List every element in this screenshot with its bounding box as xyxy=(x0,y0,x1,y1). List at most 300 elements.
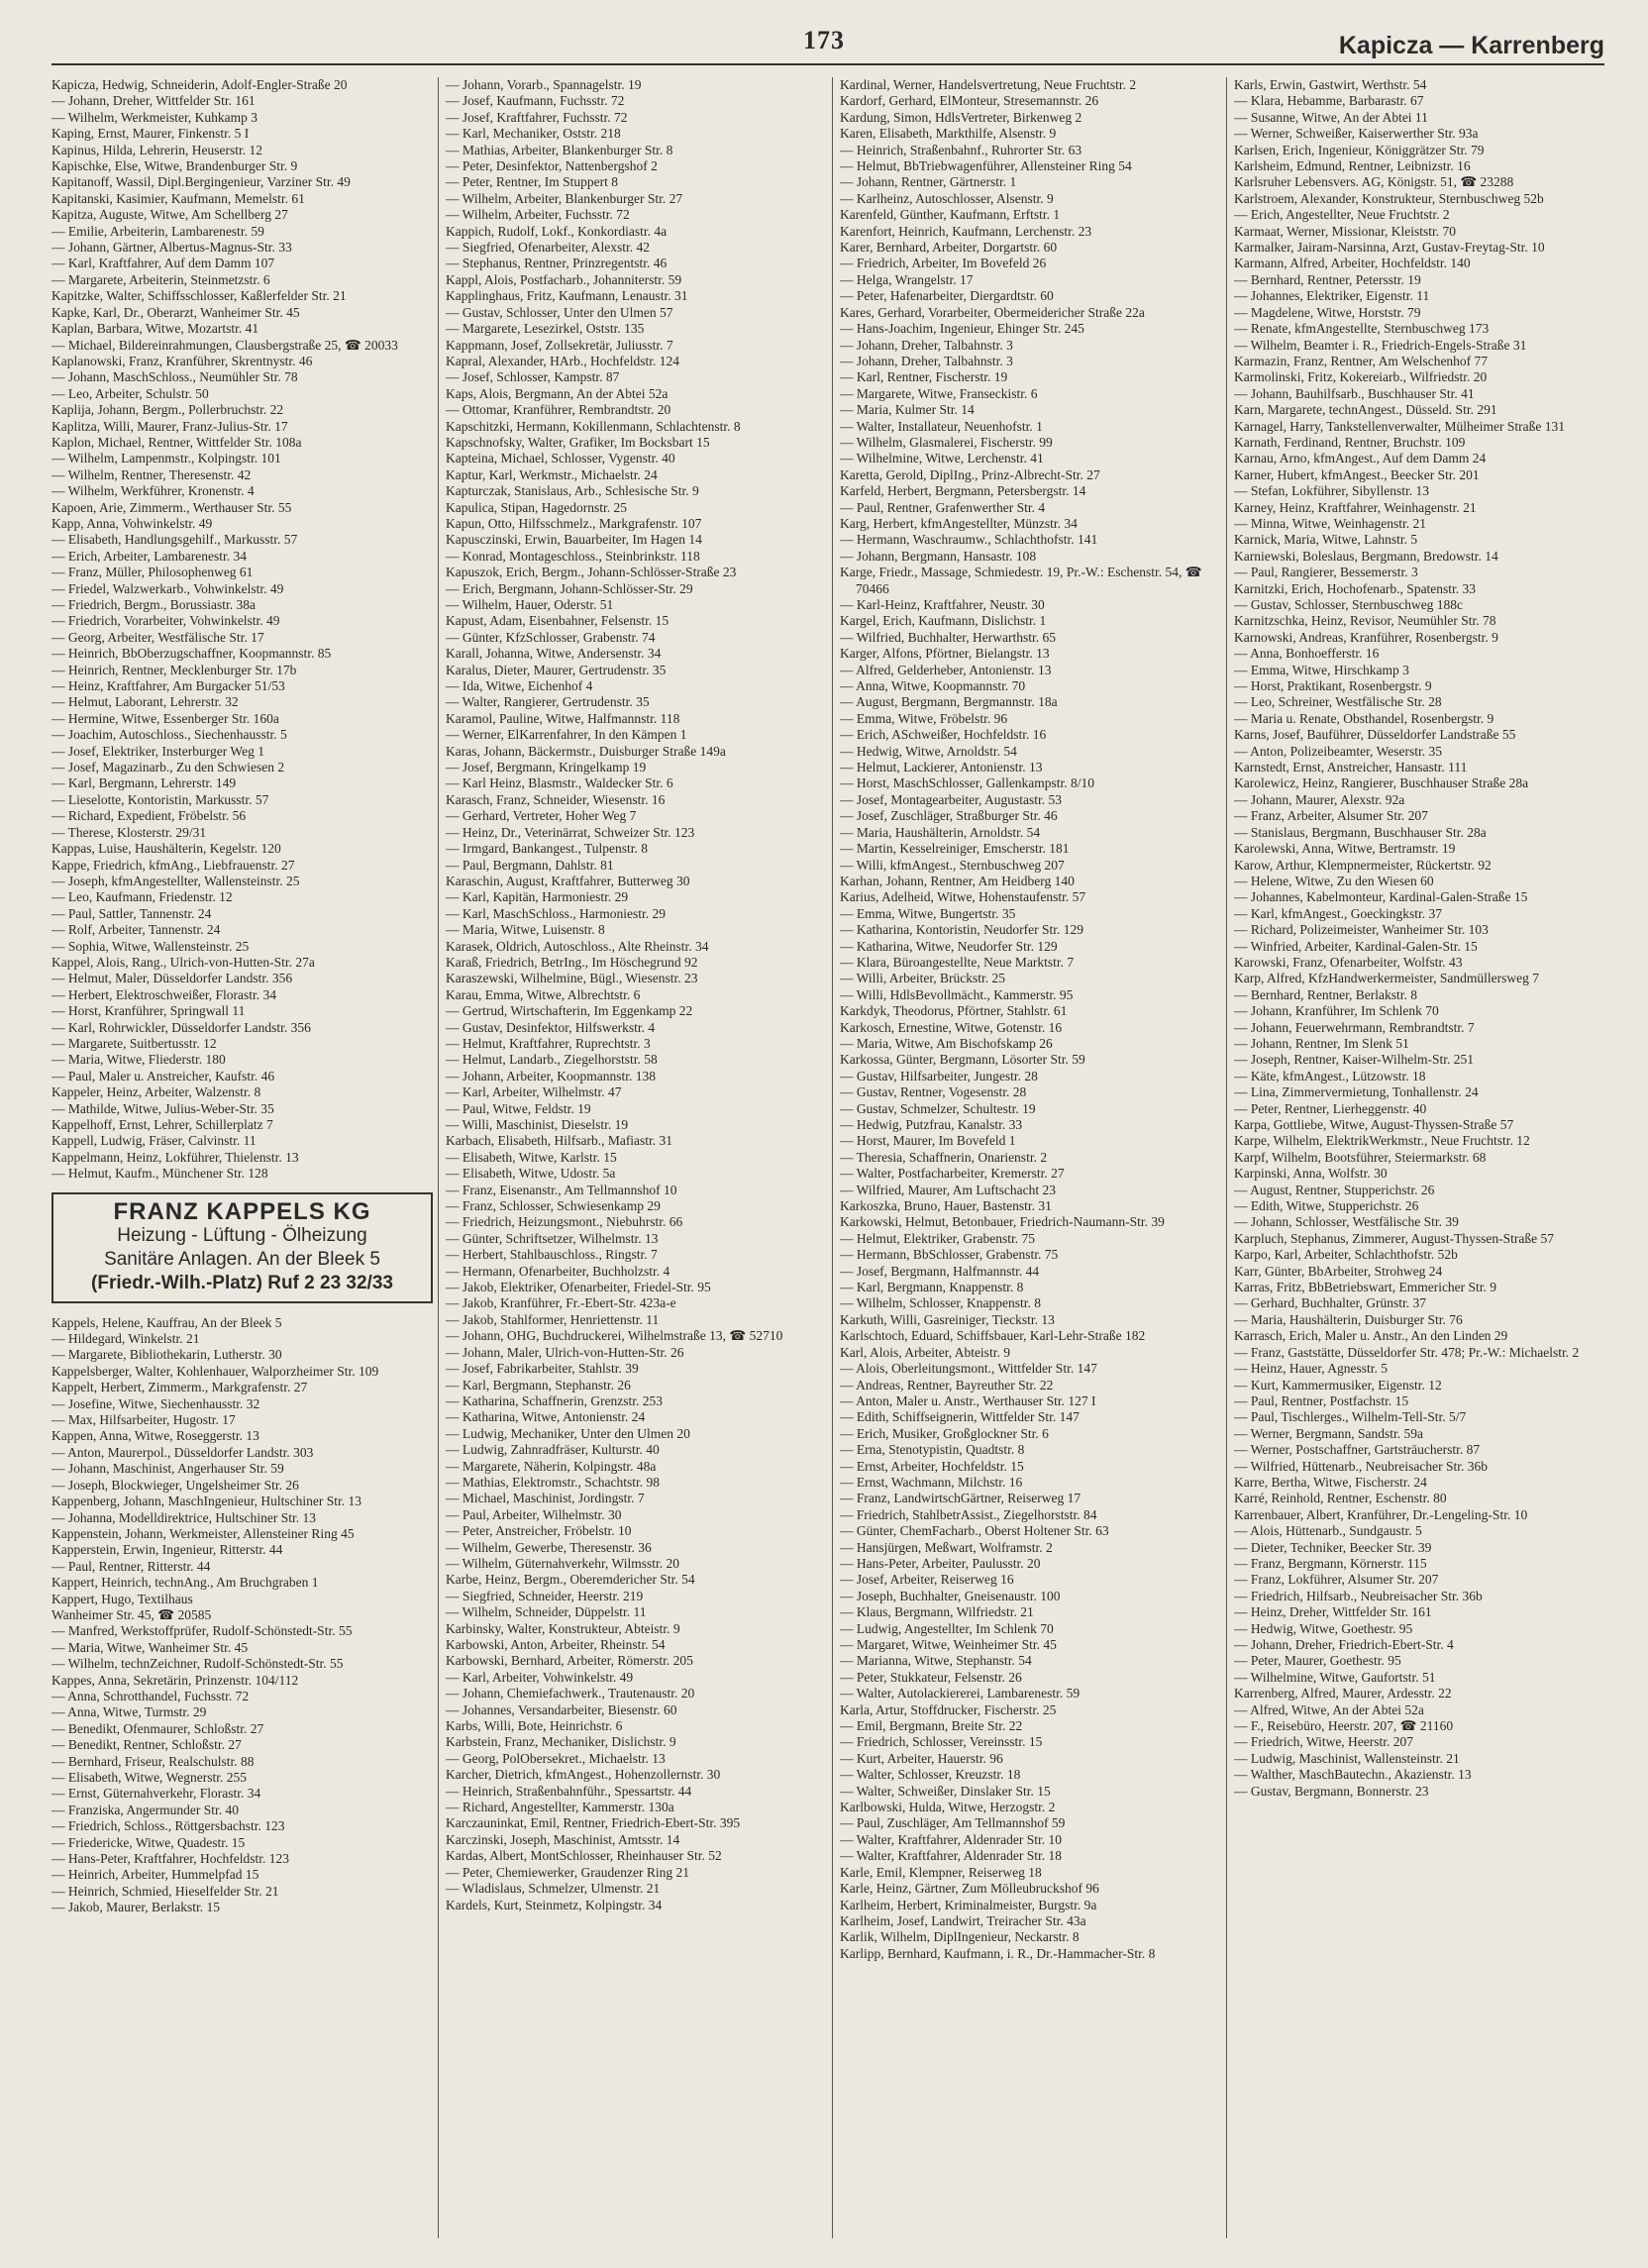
directory-entry: Kardels, Kurt, Steinmetz, Kolpingstr. 34 xyxy=(446,1897,663,1912)
directory-entry: Kappel, Alois, Rang., Ulrich-von-Hutten-Str. 27a xyxy=(52,954,315,970)
directory-entry: — Friedel, Walzwerkarb., Vohwinkelstr. 49 xyxy=(52,580,284,596)
directory-entry: — Max, Hilfsarbeiter, Hugostr. 17 xyxy=(52,1412,236,1428)
directory-entry: — Peter, Anstreicher, Fröbelstr. 10 xyxy=(446,1523,632,1539)
directory-entry: — Günter, KfzSchlosser, Grabenstr. 74 xyxy=(446,629,656,645)
directory-entry: — Johann, Bergmann, Hansastr. 108 xyxy=(840,548,1037,564)
directory-entry: — Ida, Witwe, Eichenhof 4 xyxy=(446,678,593,694)
directory-entry: — Wilhelm, Arbeiter, Fuchsstr. 72 xyxy=(446,207,630,223)
directory-entry: — Maria, Witwe, Fliederstr. 180 xyxy=(52,1052,226,1068)
directory-entry: Karls, Erwin, Gastwirt, Werthstr. 54 xyxy=(1234,77,1427,92)
directory-entry: — Alois, Oberleitungsmont., Wittfelder Str. 147 xyxy=(840,1361,1097,1377)
directory-entry: — Martin, Kesselreiniger, Emscherstr. 181 xyxy=(840,841,1070,857)
directory-entry: — Helga, Wrangelstr. 17 xyxy=(840,271,974,287)
directory-entry: — Peter, Maurer, Goethestr. 95 xyxy=(1234,1653,1401,1669)
directory-entry: — Hedwig, Witwe, Arnoldstr. 54 xyxy=(840,743,1017,759)
directory-entry: Kappe, Friedrich, kfmAng., Liebfrauenstr. 27 xyxy=(52,857,295,873)
ad-title: FRANZ KAPPELS KG xyxy=(113,1197,371,1225)
directory-entry: — Dieter, Techniker, Beecker Str. 39 xyxy=(1234,1539,1432,1555)
directory-entry: — Paul, Rangierer, Bessemerstr. 3 xyxy=(1234,565,1418,580)
directory-entry: Karcher, Dietrich, kfmAngest., Hohenzollernstr. 30 xyxy=(446,1767,721,1783)
directory-entry: — Wilhelm, Beamter i. R., Friedrich-Engels-Straße 31 xyxy=(1234,337,1527,353)
directory-entry: — Anna, Witwe, Koopmannstr. 70 xyxy=(840,678,1026,694)
directory-entry: Kaplan, Barbara, Witwe, Mozartstr. 41 xyxy=(52,321,259,337)
directory-entry: — Johann, OHG, Buchdruckerei, Wilhelmstraße 13, ☎ 52710 xyxy=(446,1328,783,1344)
directory-entry: Kappenstein, Johann, Werkmeister, Allensteiner Ring 45 xyxy=(52,1525,355,1541)
directory-entry: — Maria, Witwe, Am Bischofskamp 26 xyxy=(840,1035,1053,1051)
directory-entry: — Gustav, Hilfsarbeiter, Jungestr. 28 xyxy=(840,1068,1038,1083)
directory-entry: — Erich, ASchweißer, Hochfeldstr. 16 xyxy=(840,727,1047,743)
directory-entry: Karbstein, Franz, Mechaniker, Dislichstr. 9 xyxy=(446,1734,676,1750)
directory-entry: Karré, Reinhold, Rentner, Eschenstr. 80 xyxy=(1234,1491,1447,1506)
directory-entry: — Joseph, Blockwieger, Ungelsheimer Str. 26 xyxy=(52,1477,299,1493)
directory-entry: Karbs, Willi, Bote, Heinrichstr. 6 xyxy=(446,1718,623,1734)
directory-entry: — Herbert, Stahlbauschloss., Ringstr. 7 xyxy=(446,1247,658,1263)
directory-entry: — Benedikt, Rentner, Schloßstr. 27 xyxy=(52,1737,242,1753)
directory-entry: — Maria, Haushälterin, Duisburger Str. 76 xyxy=(1234,1311,1463,1327)
directory-entry: — Werner, Schweißer, Kaiserwerther Str. 93a xyxy=(1234,126,1479,142)
directory-entry: Karenfeld, Günther, Kaufmann, Erftstr. 1 xyxy=(840,207,1061,223)
directory-entry: — Johann, Rentner, Im Slenk 51 xyxy=(1234,1035,1409,1051)
directory-entry: — Ernst, Arbeiter, Hochfeldstr. 15 xyxy=(840,1458,1024,1474)
directory-entry: Kappert, Heinrich, technAng., Am Bruchgraben 1 xyxy=(52,1575,319,1591)
directory-entry: — Paul, Rentner, Grafenwerther Str. 4 xyxy=(840,499,1046,515)
directory-entry: Kappelt, Herbert, Zimmerm., Markgrafenstr. 27 xyxy=(52,1380,308,1395)
directory-entry: — Karl, Kraftfahrer, Auf dem Damm 107 xyxy=(52,256,275,271)
directory-entry: — Günter, Schriftsetzer, Wilhelmstr. 13 xyxy=(446,1230,659,1246)
directory-entry: — Gustav, Schlosser, Sternbuschweg 188c xyxy=(1234,597,1464,612)
directory-entry: Karre, Bertha, Witwe, Fischerstr. 24 xyxy=(1234,1474,1427,1490)
header-rule xyxy=(52,63,1604,65)
directory-entry: — Friedrich, Bergm., Borussiastr. 38a xyxy=(52,597,256,612)
directory-entry: — Georg, Arbeiter, Westfälische Str. 17 xyxy=(52,629,264,645)
directory-entry: — Helmut, BbTriebwagenführer, Allensteiner Ring 54 xyxy=(840,158,1132,174)
directory-entry: — Karl-Heinz, Kraftfahrer, Neustr. 30 xyxy=(840,597,1045,612)
directory-entry: — Willi, Maschinist, Dieselstr. 19 xyxy=(446,1117,629,1132)
directory-entry: Karalus, Dieter, Maurer, Gertrudenstr. 35 xyxy=(446,662,667,677)
directory-entry: — Irmgard, Bankangest., Tulpenstr. 8 xyxy=(446,841,648,857)
directory-entry: — Heinrich, BbOberzugschaffner, Koopmannstr. 85 xyxy=(52,646,332,662)
directory-entry: — Karl, Arbeiter, Vohwinkelstr. 49 xyxy=(446,1669,634,1685)
directory-entry: — Wilfried, Buchhalter, Herwarthstr. 65 xyxy=(840,629,1056,645)
directory-entry: — Benedikt, Ofenmaurer, Schloßstr. 27 xyxy=(52,1720,264,1736)
directory-entry: Karbowski, Bernhard, Arbeiter, Römerstr. 205 xyxy=(446,1653,693,1669)
directory-entry: — Friedrich, Arbeiter, Im Bovefeld 26 xyxy=(840,256,1047,271)
directory-entry: Karetta, Gerold, DiplIng., Prinz-Albrecht-Str. 27 xyxy=(840,466,1100,482)
directory-entry: — Peter, Chemiewerker, Graudenzer Ring 21 xyxy=(446,1864,689,1880)
directory-entry: Karrenberg, Alfred, Maurer, Ardesstr. 22 xyxy=(1234,1686,1452,1701)
directory-entry: Kappes, Anna, Sekretärin, Prinzenstr. 104/112 xyxy=(52,1672,299,1688)
directory-entry: — Johann, Maler, Ulrich-von-Hutten-Str. 26 xyxy=(446,1344,684,1360)
directory-entry: — Emma, Witwe, Hirschkamp 3 xyxy=(1234,662,1409,677)
directory-entry: — Ernst, Wachmann, Milchstr. 16 xyxy=(840,1474,1023,1490)
running-head: Kapicza — Karrenberg xyxy=(1338,32,1604,59)
directory-entry: — Erna, Stenotypistin, Quadtstr. 8 xyxy=(840,1442,1025,1458)
directory-entry: Kappenberg, Johann, MaschIngenieur, Hultschiner Str. 13 xyxy=(52,1494,362,1509)
directory-entry: — Wilhelmine, Witwe, Gaufortstr. 51 xyxy=(1234,1669,1436,1685)
directory-entry: — Gerhard, Buchhalter, Grünstr. 37 xyxy=(1234,1295,1427,1311)
directory-entry: — Friedrich, Vorarbeiter, Vohwinkelstr. 49 xyxy=(52,613,280,629)
directory-entry: — Josefine, Witwe, Siechenhausstr. 32 xyxy=(52,1395,260,1411)
directory-entry: — Johann, Chemiefachwerk., Trautenaustr. 20 xyxy=(446,1686,695,1701)
directory-entry: — Joachim, Autoschloss., Siechenhausstr. 5 xyxy=(52,727,287,743)
directory-entry: — Franz, Müller, Philosophenweg 61 xyxy=(52,565,254,580)
directory-entry: Karlipp, Bernhard, Kaufmann, i. R., Dr.-Hammacher-Str. 8 xyxy=(840,1945,1156,1961)
directory-entry: Kapitanoff, Wassil, Dipl.Bergingenieur, Varziner Str. 49 xyxy=(52,174,351,190)
directory-entry: — Walter, Schweißer, Dinslaker Str. 15 xyxy=(840,1783,1051,1799)
directory-entry: — Walter, Schlosser, Kreuzstr. 18 xyxy=(840,1767,1021,1783)
directory-entry: — Ludwig, Maschinist, Wallensteinstr. 21 xyxy=(1234,1750,1460,1766)
directory-entry: Kapischke, Else, Witwe, Brandenburger Str. 9 xyxy=(52,158,298,174)
directory-entry: Karall, Johanna, Witwe, Andersenstr. 34 xyxy=(446,646,662,662)
directory-entry: — Helmut, Lackierer, Antonienstr. 13 xyxy=(840,760,1043,775)
directory-entry: — Maria, Kulmer Str. 14 xyxy=(840,402,975,418)
directory-entry: — Heinrich, Arbeiter, Hummelpfad 15 xyxy=(52,1867,259,1883)
directory-entry: — Paul, Rentner, Ritterstr. 44 xyxy=(52,1558,211,1574)
directory-entry: Karle, Emil, Klempner, Reiserweg 18 xyxy=(840,1864,1042,1880)
column-3 xyxy=(840,77,1221,2246)
directory-entry: Karger, Alfons, Pförtner, Bielangstr. 13 xyxy=(840,646,1050,662)
directory-entry: — Franz, Gaststätte, Düsseldorfer Str. 478; Pr.-W.: Michaelstr. 2 xyxy=(1234,1344,1580,1360)
directory-entry: — Johann, Arbeiter, Koopmannstr. 138 xyxy=(446,1068,657,1083)
directory-entry: — Elisabeth, Handlungsgehilf., Markusstr. 57 xyxy=(52,532,298,548)
directory-entry: Karmaat, Werner, Missionar, Kleiststr. 70 xyxy=(1234,223,1457,239)
directory-entry: — Karl, Rentner, Fischerstr. 19 xyxy=(840,369,1008,385)
directory-entry: — Karl, Rohrwickler, Düsseldorfer Landstr. 356 xyxy=(52,1019,311,1035)
directory-entry: — Karl, MaschSchloss., Harmoniestr. 29 xyxy=(446,905,666,921)
directory-entry: — Heinz, Hauer, Agnesstr. 5 xyxy=(1234,1361,1389,1377)
directory-entry: — Horst, Praktikant, Rosenbergstr. 9 xyxy=(1234,678,1432,694)
directory-entry: Karkosch, Ernestine, Witwe, Gotenstr. 16 xyxy=(840,1019,1063,1035)
directory-entry: Kapinus, Hilda, Lehrerin, Heuserstr. 12 xyxy=(52,142,262,157)
directory-entry: — Josef, Magazinarb., Zu den Schwiesen 2 xyxy=(52,760,285,775)
directory-entry: — Willi, Arbeiter, Brückstr. 25 xyxy=(840,971,1006,986)
directory-entry: Kaplon, Michael, Rentner, Wittfelder Str. 108a xyxy=(52,434,302,450)
directory-entry: — Johann, Schlosser, Westfälische Str. 39 xyxy=(1234,1214,1459,1230)
directory-entry: — Elisabeth, Witwe, Karlstr. 15 xyxy=(446,1149,617,1165)
directory-entry: Karlik, Wilhelm, DiplIngenieur, Neckarstr. 8 xyxy=(840,1929,1080,1945)
directory-entry: Kardorf, Gerhard, ElMonteur, Stresemannstr. 26 xyxy=(840,93,1099,109)
directory-entry: — Johann, Maurer, Alexstr. 92a xyxy=(1234,791,1405,807)
directory-entry: — Siegfried, Ofenarbeiter, Alexstr. 42 xyxy=(446,240,651,256)
directory-entry: — Wilhelm, Gewerbe, Theresenstr. 36 xyxy=(446,1539,652,1555)
directory-entry: Karnitzschka, Heinz, Revisor, Neumühler Str. 78 xyxy=(1234,613,1496,629)
directory-entry: — Paul, Sattler, Tannenstr. 24 xyxy=(52,905,212,921)
column-divider xyxy=(832,77,833,2238)
directory-entry: Karolewicz, Heinz, Rangierer, Buschhauser Straße 28a xyxy=(1234,775,1529,791)
directory-entry: Karenfort, Heinrich, Kaufmann, Lerchenstr. 23 xyxy=(840,223,1092,239)
directory-entry: — Josef, Schlosser, Kampstr. 87 xyxy=(446,369,620,385)
directory-entry: Kapturczak, Stanislaus, Arb., Schlesische Str. 9 xyxy=(446,483,699,499)
directory-entry: — Franz, Lokführer, Alsumer Str. 207 xyxy=(1234,1572,1439,1588)
directory-entry: — Wilhelm, technZeichner, Rudolf-Schönstedt-Str. 55 xyxy=(52,1656,344,1672)
directory-entry: — Wilfried, Maurer, Am Luftschacht 23 xyxy=(840,1182,1056,1197)
directory-entry: — Hermann, BbSchlosser, Grabenstr. 75 xyxy=(840,1247,1059,1263)
directory-entry: — Ernst, Güternahverkehr, Florastr. 34 xyxy=(52,1786,261,1802)
directory-entry: Kapitzke, Walter, Schiffsschlosser, Kaßlerfelder Str. 21 xyxy=(52,288,347,304)
directory-entry: — Maria u. Renate, Obsthandel, Rosenbergstr. 9 xyxy=(1234,710,1494,726)
directory-entry: — Gustav, Bergmann, Bonnerstr. 23 xyxy=(1234,1783,1429,1799)
directory-entry: Karen, Elisabeth, Markthilfe, Alsenstr. 9 xyxy=(840,126,1057,142)
directory-entry: Kaptur, Karl, Werkmstr., Michaelstr. 24 xyxy=(446,466,658,482)
directory-entry: Karnagel, Harry, Tankstellenverwalter, Mülheimer Straße 131 xyxy=(1234,418,1566,434)
directory-entry: — Hans-Peter, Kraftfahrer, Hochfeldstr. 123 xyxy=(52,1851,289,1867)
directory-entry: — Theresia, Schaffnerin, Onarienstr. 2 xyxy=(840,1149,1048,1165)
directory-entry: — Karl, Bergmann, Knappenstr. 8 xyxy=(840,1280,1024,1295)
directory-entry: — Kurt, Arbeiter, Hauerstr. 96 xyxy=(840,1750,1003,1766)
directory-entry: — Hansjürgen, Meßwart, Wolframstr. 2 xyxy=(840,1539,1053,1555)
directory-entry: — Johann, MaschSchloss., Neumühler Str. 78 xyxy=(52,369,298,385)
directory-entry: — Magdelene, Witwe, Horststr. 79 xyxy=(1234,304,1421,320)
directory-entry: — Paul, Tischlerges., Wilhelm-Tell-Str. 5/7 xyxy=(1234,1409,1467,1425)
directory-entry: — Walter, Kraftfahrer, Aldenrader Str. 18 xyxy=(840,1848,1063,1864)
directory-entry: — Paul, Bergmann, Dahlstr. 81 xyxy=(446,857,614,873)
directory-entry: — Josef, Fabrikarbeiter, Stahlstr. 39 xyxy=(446,1361,639,1377)
directory-entry: Karner, Hubert, kfmAngest., Beecker Str. 201 xyxy=(1234,466,1480,482)
directory-entry: — Elisabeth, Witwe, Udostr. 5a xyxy=(446,1166,616,1182)
directory-entry: — Maria, Witwe, Wanheimer Str. 45 xyxy=(52,1639,249,1655)
directory-entry: — Bernhard, Friseur, Realschulstr. 88 xyxy=(52,1753,255,1769)
directory-entry: — Hedwig, Putzfrau, Kanalstr. 33 xyxy=(840,1117,1023,1132)
directory-entry: — Anton, Polizeibeamter, Weserstr. 35 xyxy=(1234,743,1442,759)
directory-entry: — Sophia, Witwe, Wallensteinstr. 25 xyxy=(52,938,250,954)
directory-entry: — Helmut, Kraftfahrer, Ruprechtstr. 3 xyxy=(446,1035,651,1051)
directory-entry: — Richard, Expedient, Fröbelstr. 56 xyxy=(52,808,247,824)
directory-entry: Karlbowski, Hulda, Witwe, Herzogstr. 2 xyxy=(840,1800,1056,1815)
column-divider xyxy=(438,77,439,2238)
directory-entry: — Karl, Mechaniker, Oststr. 218 xyxy=(446,126,621,142)
directory-entry: Karnstedt, Ernst, Anstreicher, Hansastr. 111 xyxy=(1234,760,1468,775)
directory-entry: Karaschin, August, Kraftfahrer, Butterweg 30 xyxy=(446,873,690,888)
directory-entry: — Johann, Vorarb., Spannagelstr. 19 xyxy=(446,77,642,92)
directory-entry: — Johann, Dreher, Talbahnstr. 3 xyxy=(840,337,1013,353)
directory-entry: — Günter, ChemFacharb., Oberst Holtener Str. 63 xyxy=(840,1523,1109,1539)
directory-entry: Kappl, Alois, Postfacharb., Johanniterstr. 59 xyxy=(446,271,682,287)
directory-entry: — Herbert, Elektroschweißer, Florastr. 34 xyxy=(52,986,277,1002)
directory-entry: Karmazin, Franz, Rentner, Am Welschenhof 77 xyxy=(1234,353,1489,368)
directory-entry: Kargel, Erich, Kaufmann, Dislichstr. 1 xyxy=(840,613,1047,629)
directory-entry: — Ludwig, Mechaniker, Unter den Ulmen 20 xyxy=(446,1425,690,1441)
directory-entry: Karaszewski, Wilhelmine, Bügl., Wiesenstr. 23 xyxy=(446,971,698,986)
directory-entry: Karkossa, Günter, Bergmann, Lösorter Str. 59 xyxy=(840,1052,1085,1068)
directory-entry: Kaplanowski, Franz, Kranführer, Skrentnystr. 46 xyxy=(52,353,313,368)
directory-entry: Karg, Herbert, kfmAngestellter, Münzstr. 34 xyxy=(840,515,1078,531)
directory-entry: — Peter, Hafenarbeiter, Diergardtstr. 60 xyxy=(840,288,1054,304)
directory-entry: — Anna, Witwe, Turmstr. 29 xyxy=(52,1704,207,1720)
directory-entry: Karr, Günter, BbArbeiter, Strohweg 24 xyxy=(1234,1263,1443,1279)
directory-entry: — Karl, Kapitän, Harmoniestr. 29 xyxy=(446,889,629,905)
directory-entry: — Jakob, Stahlformer, Henriettenstr. 11 xyxy=(446,1311,660,1327)
directory-entry: — Heinrich, Straßenbahnf., Ruhrorter Str. 63 xyxy=(840,142,1082,157)
directory-entry: Karaß, Friedrich, BetrIng., Im Höschegrund 92 xyxy=(446,954,698,970)
directory-entry: — Peter, Rentner, Im Stuppert 8 xyxy=(446,174,619,190)
directory-entry: Karbowski, Anton, Arbeiter, Rheinstr. 54 xyxy=(446,1637,666,1652)
directory-entry: Kapicza, Hedwig, Schneiderin, Adolf-Engler-Straße 20 xyxy=(52,77,348,92)
directory-entry: Karau, Emma, Witwe, Albrechtstr. 6 xyxy=(446,986,641,1002)
directory-entry: — Mathias, Arbeiter, Blankenburger Str. 8 xyxy=(446,142,673,157)
directory-entry: Karmolinski, Fritz, Kokereiarb., Wilfriedstr. 20 xyxy=(1234,369,1488,385)
directory-entry: — Willi, kfmAngest., Sternbuschweg 207 xyxy=(840,857,1065,873)
directory-entry: — Paul, Maler u. Anstreicher, Kaufstr. 46 xyxy=(52,1068,275,1083)
directory-entry: — Walter, Postfacharbeiter, Kremerstr. 27 xyxy=(840,1166,1065,1182)
directory-entry: — Anton, Maler u. Anstr., Werthauser Str. 127 I xyxy=(840,1392,1096,1408)
directory-entry: — Johann, Dreher, Wittfelder Str. 161 xyxy=(52,93,256,109)
directory-entry: Karlsen, Erich, Ingenieur, Königgrätzer Str. 79 xyxy=(1234,142,1485,157)
directory-entry: — Walter, Installateur, Neuenhofstr. 1 xyxy=(840,418,1043,434)
directory-entry: Karnitzki, Erich, Hochofenarb., Spatenstr. 33 xyxy=(1234,580,1477,596)
directory-entry: — Rolf, Arbeiter, Tannenstr. 24 xyxy=(52,922,221,938)
directory-entry: Kardung, Simon, HdlsVertreter, Birkenweg 2 xyxy=(840,109,1082,125)
directory-entry: — Johann, Dreher, Talbahnstr. 3 xyxy=(840,353,1013,368)
directory-entry: — Jakob, Kranführer, Fr.-Ebert-Str. 423a-e xyxy=(446,1295,676,1311)
directory-entry: — Michael, Bildereinrahmungen, Clausbergstraße 25, ☎ 20033 xyxy=(52,337,398,353)
directory-entry: Kapke, Karl, Dr., Oberarzt, Wanheimer Str. 45 xyxy=(52,304,300,320)
directory-entry: Karbinsky, Walter, Konstrukteur, Abteistr. 9 xyxy=(446,1620,680,1636)
directory-entry: — Gerhard, Vertreter, Hoher Weg 7 xyxy=(446,808,637,824)
directory-entry: — Karl, Bergmann, Stephanstr. 26 xyxy=(446,1377,631,1392)
directory-entry: — Maria, Witwe, Luisenstr. 8 xyxy=(446,922,605,938)
directory-entry: — Johannes, Versandarbeiter, Biesenstr. 60 xyxy=(446,1701,677,1717)
directory-entry: Kappen, Anna, Witwe, Roseggerstr. 13 xyxy=(52,1428,259,1444)
directory-entry: — Josef, Kaufmann, Fuchsstr. 72 xyxy=(446,93,625,109)
directory-entry: Karp, Alfred, KfzHandwerkermeister, Sandmüllersweg 7 xyxy=(1234,971,1539,986)
directory-entry: — Helmut, Laborant, Lehrerstr. 32 xyxy=(52,694,239,710)
directory-entry: — Edith, Witwe, Stupperichstr. 26 xyxy=(1234,1198,1419,1214)
directory-entry: — Wladislaus, Schmelzer, Ulmenstr. 21 xyxy=(446,1881,661,1897)
directory-entry: Kappmann, Josef, Zollsekretär, Juliusstr. 7 xyxy=(446,337,673,353)
directory-entry: — Walter, Rangierer, Gertrudenstr. 35 xyxy=(446,694,650,710)
directory-entry: — Therese, Klosterstr. 29/31 xyxy=(52,824,207,840)
directory-entry: Kares, Gerhard, Vorarbeiter, Obermeidericher Straße 22a xyxy=(840,304,1145,320)
directory-entry: — Horst, Kranführer, Springwall 11 xyxy=(52,1003,246,1019)
directory-entry: Karras, Fritz, BbBetriebswart, Emmericher Str. 9 xyxy=(1234,1280,1497,1295)
directory-entry: — Wilhelm, Schneider, Düppelstr. 11 xyxy=(446,1604,647,1620)
directory-entry: — Friedrich, Heizungsmont., Niebuhrstr. 66 xyxy=(446,1214,683,1230)
directory-entry: — Karl, kfmAngest., Goeckingkstr. 37 xyxy=(1234,905,1442,921)
directory-entry: — Käte, kfmAngest., Lützowstr. 18 xyxy=(1234,1068,1426,1083)
directory-entry: — Walter, Autolackiererei, Lambarenestr. 59 xyxy=(840,1686,1081,1701)
directory-entry: Kapust, Adam, Eisenbahner, Felsenstr. 15 xyxy=(446,613,670,629)
directory-entry: — Alfred, Gelderheber, Antonienstr. 13 xyxy=(840,662,1052,677)
directory-entry: Karowski, Franz, Ofenarbeiter, Wolfstr. 43 xyxy=(1234,954,1463,970)
directory-entry: — Heinrich, Straßenbahnführ., Spessartstr. 44 xyxy=(446,1783,692,1799)
directory-entry: Kapusczinski, Erwin, Bauarbeiter, Im Hagen 14 xyxy=(446,532,702,548)
directory-entry: — Paul, Arbeiter, Wilhelmstr. 30 xyxy=(446,1506,622,1522)
directory-entry: Karpf, Wilhelm, Bootsführer, Steiermarkstr. 68 xyxy=(1234,1149,1487,1165)
directory-entry: — Walther, MaschBautechn., Akazienstr. 13 xyxy=(1234,1767,1472,1783)
directory-entry: — Siegfried, Schneider, Heerstr. 219 xyxy=(446,1588,644,1603)
directory-entry: — Franz, Arbeiter, Alsumer Str. 207 xyxy=(1234,808,1428,824)
directory-entry: Karlstroem, Alexander, Konstrukteur, Sternbuschweg 52b xyxy=(1234,190,1544,206)
directory-entry: Kappelmann, Heinz, Lokführer, Thielenstr. 13 xyxy=(52,1149,299,1165)
directory-entry: — Maria, Haushälterin, Arnoldstr. 54 xyxy=(840,824,1041,840)
directory-entry: Kapteina, Michael, Schlosser, Vygenstr. 40 xyxy=(446,451,675,466)
directory-entry: — Peter, Rentner, Lierheggenstr. 40 xyxy=(1234,1100,1427,1116)
directory-entry: Karczinski, Joseph, Maschinist, Amtsstr. 14 xyxy=(446,1831,680,1847)
page-number: 173 xyxy=(803,26,845,54)
directory-entry: — Friedrich, Schloss., Röttgersbachstr. 123 xyxy=(52,1818,285,1834)
directory-entry: Kappels, Helene, Kauffrau, An der Bleek 5 xyxy=(52,1314,282,1330)
directory-entry: Karmann, Alfred, Arbeiter, Hochfeldstr. 140 xyxy=(1234,256,1471,271)
directory-entry: Karas, Johann, Bäckermstr., Duisburger Straße 149a xyxy=(446,743,726,759)
directory-entry: — Bernhard, Rentner, Petersstr. 19 xyxy=(1234,271,1421,287)
directory-entry: — Johann, Maschinist, Angerhauser Str. 59 xyxy=(52,1461,284,1477)
directory-entry: — Hildegard, Winkelstr. 21 xyxy=(52,1331,200,1347)
directory-entry: — Helmut, Elektriker, Grabenstr. 75 xyxy=(840,1230,1036,1246)
directory-entry: — Joseph, Rentner, Kaiser-Wilhelm-Str. 251 xyxy=(1234,1052,1474,1068)
directory-entry: — Franz, Eisenanstr., Am Tellmannshof 10 xyxy=(446,1182,677,1197)
directory-entry: — Ludwig, Angestellter, Im Schlenk 70 xyxy=(840,1620,1054,1636)
directory-entry: — Stephanus, Rentner, Prinzregentstr. 46 xyxy=(446,256,668,271)
directory-entry: — Klara, Büroangestellte, Neue Marktstr. 7 xyxy=(840,954,1075,970)
directory-entry: — Manfred, Werkstoffprüfer, Rudolf-Schönstedt-Str. 55 xyxy=(52,1623,353,1639)
directory-entry: — August, Bergmann, Bergmannstr. 18a xyxy=(840,694,1058,710)
directory-entry: — Gertrud, Wirtschafterin, Im Eggenkamp 22 xyxy=(446,1003,693,1019)
directory-entry: — Wilhelm, Werkmeister, Kuhkamp 3 xyxy=(52,109,258,125)
directory-entry: — Klaus, Bergmann, Wilfriedstr. 21 xyxy=(840,1604,1034,1620)
directory-entry: — Heinz, Kraftfahrer, Am Burgacker 51/53 xyxy=(52,678,285,694)
directory-entry: — Wilhelm, Güternahverkehr, Wilmsstr. 20 xyxy=(446,1555,679,1571)
directory-entry: — Gustav, Schmelzer, Schultestr. 19 xyxy=(840,1100,1036,1116)
directory-entry: — Katharina, Witwe, Neudorfer Str. 129 xyxy=(840,938,1058,954)
directory-entry: — Konrad, Montageschloss., Steinbrinkstr. 118 xyxy=(446,548,700,564)
directory-entry: Kappert, Hugo, Textilhaus xyxy=(52,1591,193,1606)
directory-entry: — Heinz, Dreher, Wittfelder Str. 161 xyxy=(1234,1604,1432,1620)
directory-entry: — Karl, Arbeiter, Wilhelmstr. 47 xyxy=(446,1084,622,1100)
directory-entry: — Andreas, Rentner, Bayreuther Str. 22 xyxy=(840,1377,1054,1392)
directory-entry: Kapschnofsky, Walter, Grafiker, Im Bocksbart 15 xyxy=(446,434,710,450)
directory-entry: Karkuth, Willi, Gasreiniger, Tieckstr. 13 xyxy=(840,1311,1055,1327)
advertisement-box xyxy=(52,1192,433,1303)
ad-line: Sanitäre Anlagen. An der Bleek 5 xyxy=(104,1248,380,1270)
directory-entry: — Erich, Bergmann, Johann-Schlösser-Str. 29 xyxy=(446,580,693,596)
directory-entry: — Lina, Zimmervermietung, Tonhallenstr. 24 xyxy=(1234,1084,1479,1100)
directory-entry: — Winfried, Arbeiter, Kardinal-Galen-Str. 15 xyxy=(1234,938,1478,954)
directory-entry: — Anna, Schrotthandel, Fuchsstr. 72 xyxy=(52,1688,250,1703)
directory-entry: — Margarete, Lesezirkel, Oststr. 135 xyxy=(446,321,645,337)
directory-entry: — Wilhelm, Hauer, Oderstr. 51 xyxy=(446,597,614,612)
directory-entry: — Paul, Rentner, Postfachstr. 15 xyxy=(1234,1392,1409,1408)
directory-entry: Karhan, Johann, Rentner, Am Heidberg 140 xyxy=(840,873,1075,888)
directory-entry: Kappas, Luise, Haushälterin, Kegelstr. 120 xyxy=(52,841,281,857)
directory-entry: — Jakob, Maurer, Berlakstr. 15 xyxy=(52,1900,221,1915)
directory-entry: Karney, Heinz, Kraftfahrer, Weinhagenstr. 21 xyxy=(1234,499,1477,515)
directory-entry: — Kurt, Kammermusiker, Eigenstr. 12 xyxy=(1234,1377,1442,1392)
directory-entry: Kaps, Alois, Bergmann, An der Abtei 52a xyxy=(446,385,669,401)
directory-entry: — Wilhelm, Lampenmstr., Kolpingstr. 101 xyxy=(52,451,281,466)
directory-entry: — Paul, Witwe, Feldstr. 19 xyxy=(446,1100,591,1116)
directory-entry: Karolewski, Anna, Witwe, Bertramstr. 19 xyxy=(1234,841,1456,857)
directory-entry: — Mathias, Elektromstr., Schachtstr. 98 xyxy=(446,1474,660,1490)
directory-entry: — Josef, Kraftfahrer, Fuchsstr. 72 xyxy=(446,109,628,125)
directory-entry: — Helmut, Kaufm., Münchener Str. 128 xyxy=(52,1166,268,1182)
directory-entry: — Johannes, Kabelmonteur, Kardinal-Galen-Straße 15 xyxy=(1234,889,1528,905)
directory-entry: — Josef, Zuschläger, Straßburger Str. 46 xyxy=(840,808,1058,824)
directory-entry: — Edith, Schiffseignerin, Wittfelder Str. 147 xyxy=(840,1409,1080,1425)
directory-entry: Kapplinghaus, Fritz, Kaufmann, Lenaustr. 31 xyxy=(446,288,688,304)
directory-entry: Kapulica, Stipan, Hagedornstr. 25 xyxy=(446,499,627,515)
directory-entry: — Horst, Maurer, Im Bovefeld 1 xyxy=(840,1133,1016,1149)
directory-entry: Karpluch, Stephanus, Zimmerer, August-Thyssen-Straße 57 xyxy=(1234,1230,1555,1246)
directory-entry: — Franz, Bergmann, Körnerstr. 115 xyxy=(1234,1555,1427,1571)
directory-entry: — Karl, Bergmann, Lehrerstr. 149 xyxy=(52,775,237,791)
directory-entry: Kapp, Anna, Vohwinkelstr. 49 xyxy=(52,515,213,531)
directory-entry: — Friedrich, Hilfsarb., Neubreisacher Str. 36b xyxy=(1234,1588,1483,1603)
directory-entry: Karnau, Arno, kfmAngest., Auf dem Damm 24 xyxy=(1234,451,1487,466)
directory-entry: Karpinski, Anna, Wolfstr. 30 xyxy=(1234,1166,1388,1182)
directory-entry: — Gustav, Rentner, Vogesenstr. 28 xyxy=(840,1084,1027,1100)
directory-entry: — Wilfried, Hüttenarb., Neubreisacher Str. 36b xyxy=(1234,1458,1489,1474)
directory-entry: Karnowski, Andreas, Kranführer, Rosenbergstr. 9 xyxy=(1234,629,1498,645)
